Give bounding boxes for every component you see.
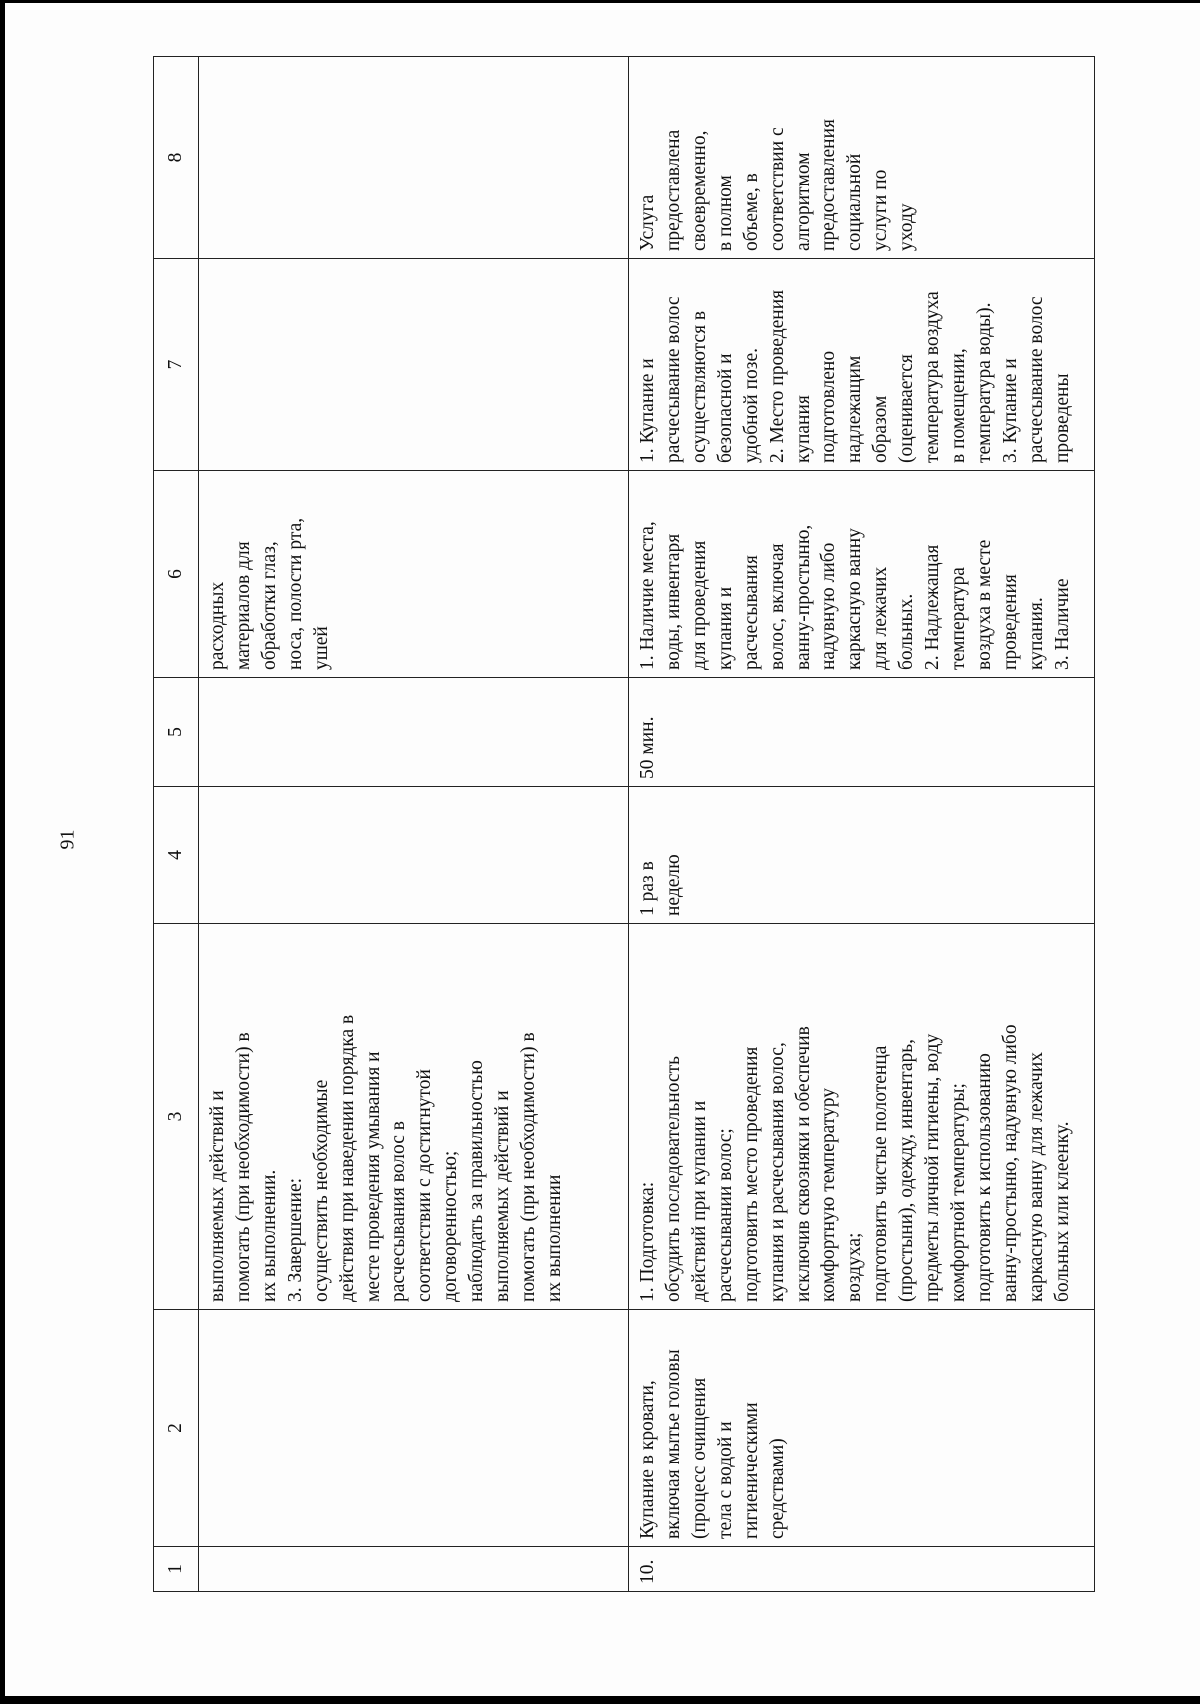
cell-service-name — [199, 1310, 629, 1547]
header-col-3: 3 — [154, 924, 199, 1310]
header-col-2: 2 — [154, 1310, 199, 1547]
table-row — [199, 57, 629, 1592]
scan-edge-left — [0, 0, 5, 1704]
scan-edge-bottom — [0, 1696, 1200, 1704]
table-row — [629, 57, 1095, 1592]
cell-conditions: расходных материалов для обработки глаз, носа, полости рта, ушей — [199, 471, 629, 678]
cell-quality-indicators — [199, 259, 629, 471]
cell-result — [199, 57, 629, 259]
cell-procedure: 1. Подготовка: обсудить последовательность действий при купании и расчесывании волос; подготовить место проведения купания и расчесывания волос, исключив сквозняки и обеспечив комфортную температуру воздуха; подготовить чистые полотенца (простыни), одежду, инвентарь, предметы личной гигиены, воду комфортной температуры; подготовить к использованию ванну-простыню, надувную либо каркасную ванну для лежачих больных или клеенку. — [629, 924, 1095, 1310]
header-col-6: 6 — [154, 471, 199, 678]
cell-number: 10. — [629, 1547, 1095, 1592]
cell-conditions: 1. Наличие места, воды, инвентаря для проведения купания и расчесывания волос, включая ванну-простыню, надувную либо каркасную ванну для лежачих больных. 2. Надлежащая температура воздуха в месте проведения купания. 3. Наличие — [629, 471, 1095, 678]
scan-edge-top — [0, 0, 1200, 3]
header-col-4: 4 — [154, 787, 199, 924]
cell-procedure: выполняемых действий и помогать (при необходимости) в их выполнении. 3. Завершение: осуществить необходимые действия при наведении порядка в месте проведения умывания и расчесывания волос в соответствии с достигнутой договоренностью; наблюдать за правильностью выполняемых действий и помогать (при необходимости) в их выполнении — [199, 924, 629, 1310]
cell-number — [199, 1547, 629, 1592]
page-number: 91 — [56, 829, 79, 850]
cell-result: Услуга предоставлена своевременно, в полном объеме, в соответствии с алгоритмом предоставления социальной услуги по уходу — [629, 57, 1095, 259]
header-col-7: 7 — [154, 259, 199, 471]
header-col-8: 8 — [154, 57, 199, 259]
cell-quality-indicators: 1. Купание и расчесывание волос осуществляются в безопасной и удобной позе. 2. Место проведения купания подготовлено надлежащим образом (оценивается температура воздуха в помещении, температура воды). 3. Купание и расчесывание волос проведены — [629, 259, 1095, 471]
header-col-5: 5 — [154, 678, 199, 787]
header-row — [154, 57, 199, 1592]
cell-frequency — [199, 787, 629, 924]
cell-duration — [199, 678, 629, 787]
cell-frequency: 1 раз в неделю — [629, 787, 1095, 924]
cell-duration: 50 мин. — [629, 678, 1095, 787]
service-standards-table — [153, 56, 1095, 1592]
rotated-table-container — [153, 57, 1095, 1592]
cell-service-name: Купание в кровати, включая мытье головы (процесс очищения тела с водой и гигиеническими средствами) — [629, 1310, 1095, 1547]
header-col-1: 1 — [154, 1547, 199, 1592]
